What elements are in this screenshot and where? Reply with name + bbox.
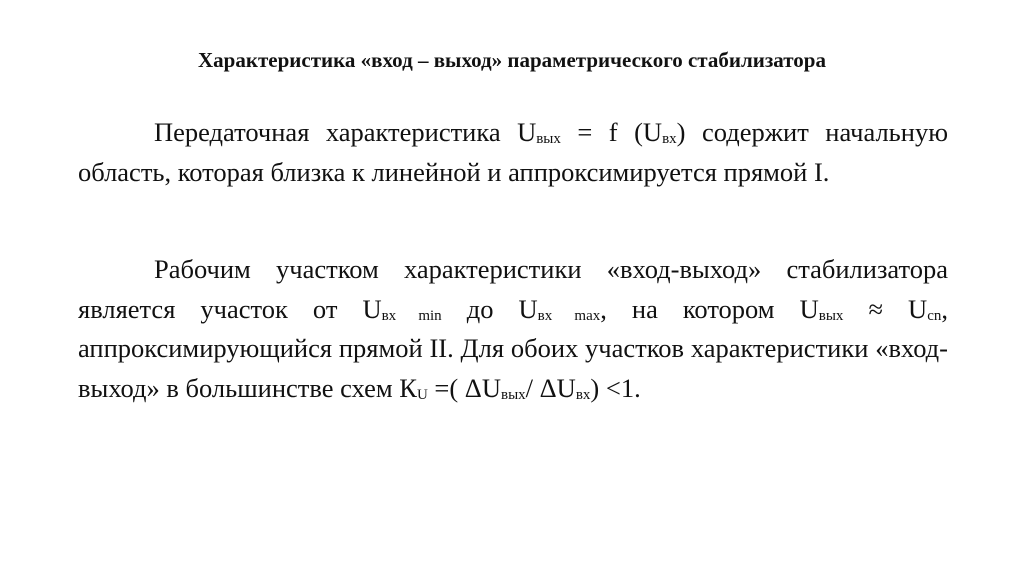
p2-text-4: ≈ U: [843, 293, 928, 324]
p1-text-2: = f (U: [560, 117, 663, 147]
p2-text-2: до U: [441, 293, 538, 324]
p2-subscript-in-min: вх min: [381, 307, 442, 324]
p2-subscript-cn: cn: [927, 307, 942, 324]
p2-subscript-out: вых: [818, 307, 844, 324]
p2-text-5: , аппроксимирующийся прямой II. Для обоих участков характеристики «вход-выход» в большинстве схем К: [78, 293, 948, 403]
paragraph-working-section: [78, 250, 948, 408]
p2-subscript-delta-out: вых: [500, 386, 526, 403]
slide-title: Характеристика «вход – выход» параметрического стабилизатора: [198, 48, 826, 72]
p1-text-1: Передаточная характеристика U: [154, 117, 537, 147]
p1-text-3: ) содержит начальную область, которая близка к линейной и аппроксимируется прямой I.: [78, 117, 948, 187]
p2-text-3: , на котором U: [600, 293, 819, 324]
p2-text-7: / ΔU: [525, 372, 576, 403]
p2-subscript-u: U: [416, 386, 428, 403]
paragraph-transfer-characteristic: [78, 113, 948, 192]
p2-subscript-delta-in: вх: [575, 386, 591, 403]
p1-subscript-in: вх: [662, 131, 677, 147]
p1-subscript-out: вых: [536, 131, 561, 147]
p2-text-8: ) <1.: [590, 372, 641, 403]
p2-text-6: =( ΔU: [427, 372, 501, 403]
p2-subscript-in-max: вх max: [537, 307, 601, 324]
p2-text-1: Рабочим участком характеристики «вход-выход» стабилизатора является участок от U: [78, 254, 948, 324]
